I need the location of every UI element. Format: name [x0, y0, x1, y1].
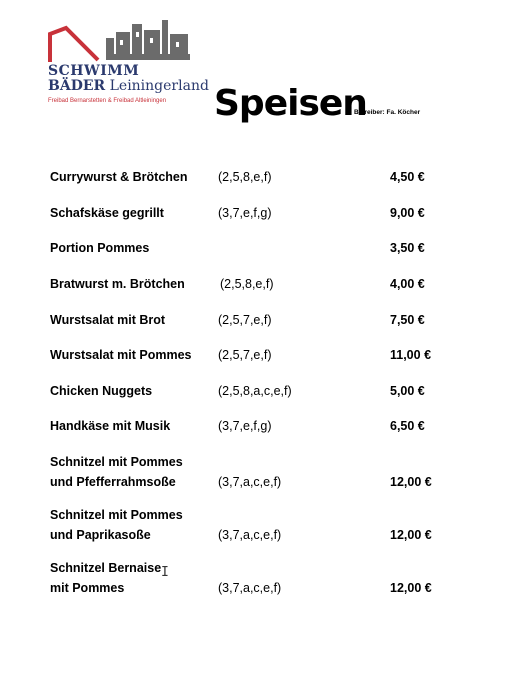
- item-allergens: (2,5,8,a,c,e,f): [218, 384, 292, 398]
- item-name-line1: Schnitzel Bernaise: [50, 561, 162, 575]
- item-name-line1: Schnitzel mit Pommes: [50, 508, 183, 522]
- item-price: 5,00 €: [390, 384, 425, 398]
- item-name: Currywurst & Brötchen: [50, 170, 188, 184]
- item-price: 9,00 €: [390, 206, 425, 220]
- item-allergens: (3,7,e,f,g): [218, 206, 272, 220]
- item-name: Handkäse mit Musik: [50, 419, 171, 433]
- item-name: Wurstsalat mit Brot: [50, 313, 166, 327]
- logo-line1: SCHWIMM: [48, 63, 140, 79]
- item-name: Wurstsalat mit Pommes: [50, 348, 192, 362]
- item-name-line2: mit Pommes: [50, 581, 125, 595]
- item-price: 12,00 €: [390, 581, 432, 595]
- item-name: Portion Pommes: [50, 241, 150, 255]
- item-allergens: (2,5,7,e,f): [218, 348, 272, 362]
- item-name-line2: und Pfefferrahmsoße: [50, 475, 176, 489]
- item-price: 12,00 €: [390, 475, 432, 489]
- item-price: 3,50 €: [390, 241, 425, 255]
- item-allergens: (3,7,e,f,g): [218, 419, 272, 433]
- item-price: 4,00 €: [390, 277, 425, 291]
- page-title: Speisen: [214, 83, 367, 124]
- item-allergens: (2,5,8,e,f): [220, 277, 274, 291]
- item-name: Bratwurst m. Brötchen: [50, 277, 185, 291]
- logo-line2-bold: BÄDER: [48, 78, 106, 94]
- item-name-line2: und Paprikasoße: [50, 528, 151, 542]
- item-allergens: (3,7,a,c,e,f): [218, 581, 282, 595]
- operator-note: Betreiber: Fa. Köcher: [354, 109, 421, 116]
- item-price: 11,00 €: [390, 348, 432, 362]
- item-price: 6,50 €: [390, 419, 425, 433]
- item-price: 4,50 €: [390, 170, 425, 184]
- logo-line2: [48, 78, 209, 94]
- item-price: 7,50 €: [390, 313, 425, 327]
- item-name: Chicken Nuggets: [50, 384, 153, 398]
- logo-line2-light: Leiningerland: [105, 78, 209, 94]
- item-allergens: (3,7,a,c,e,f): [218, 475, 282, 489]
- item-allergens: (3,7,a,c,e,f): [218, 528, 282, 542]
- item-allergens: (2,5,8,e,f): [218, 170, 272, 184]
- logo: [46, 16, 209, 112]
- logo-subline: Freibad Bernarstetten & Freibad Altleiningen: [48, 98, 167, 104]
- item-price: 12,00 €: [390, 528, 432, 542]
- item-name: Schafskäse gegrillt: [50, 206, 164, 220]
- item-name-line1: Schnitzel mit Pommes: [50, 455, 183, 469]
- text-cursor-icon: I: [161, 565, 169, 580]
- item-allergens: (2,5,7,e,f): [218, 313, 272, 327]
